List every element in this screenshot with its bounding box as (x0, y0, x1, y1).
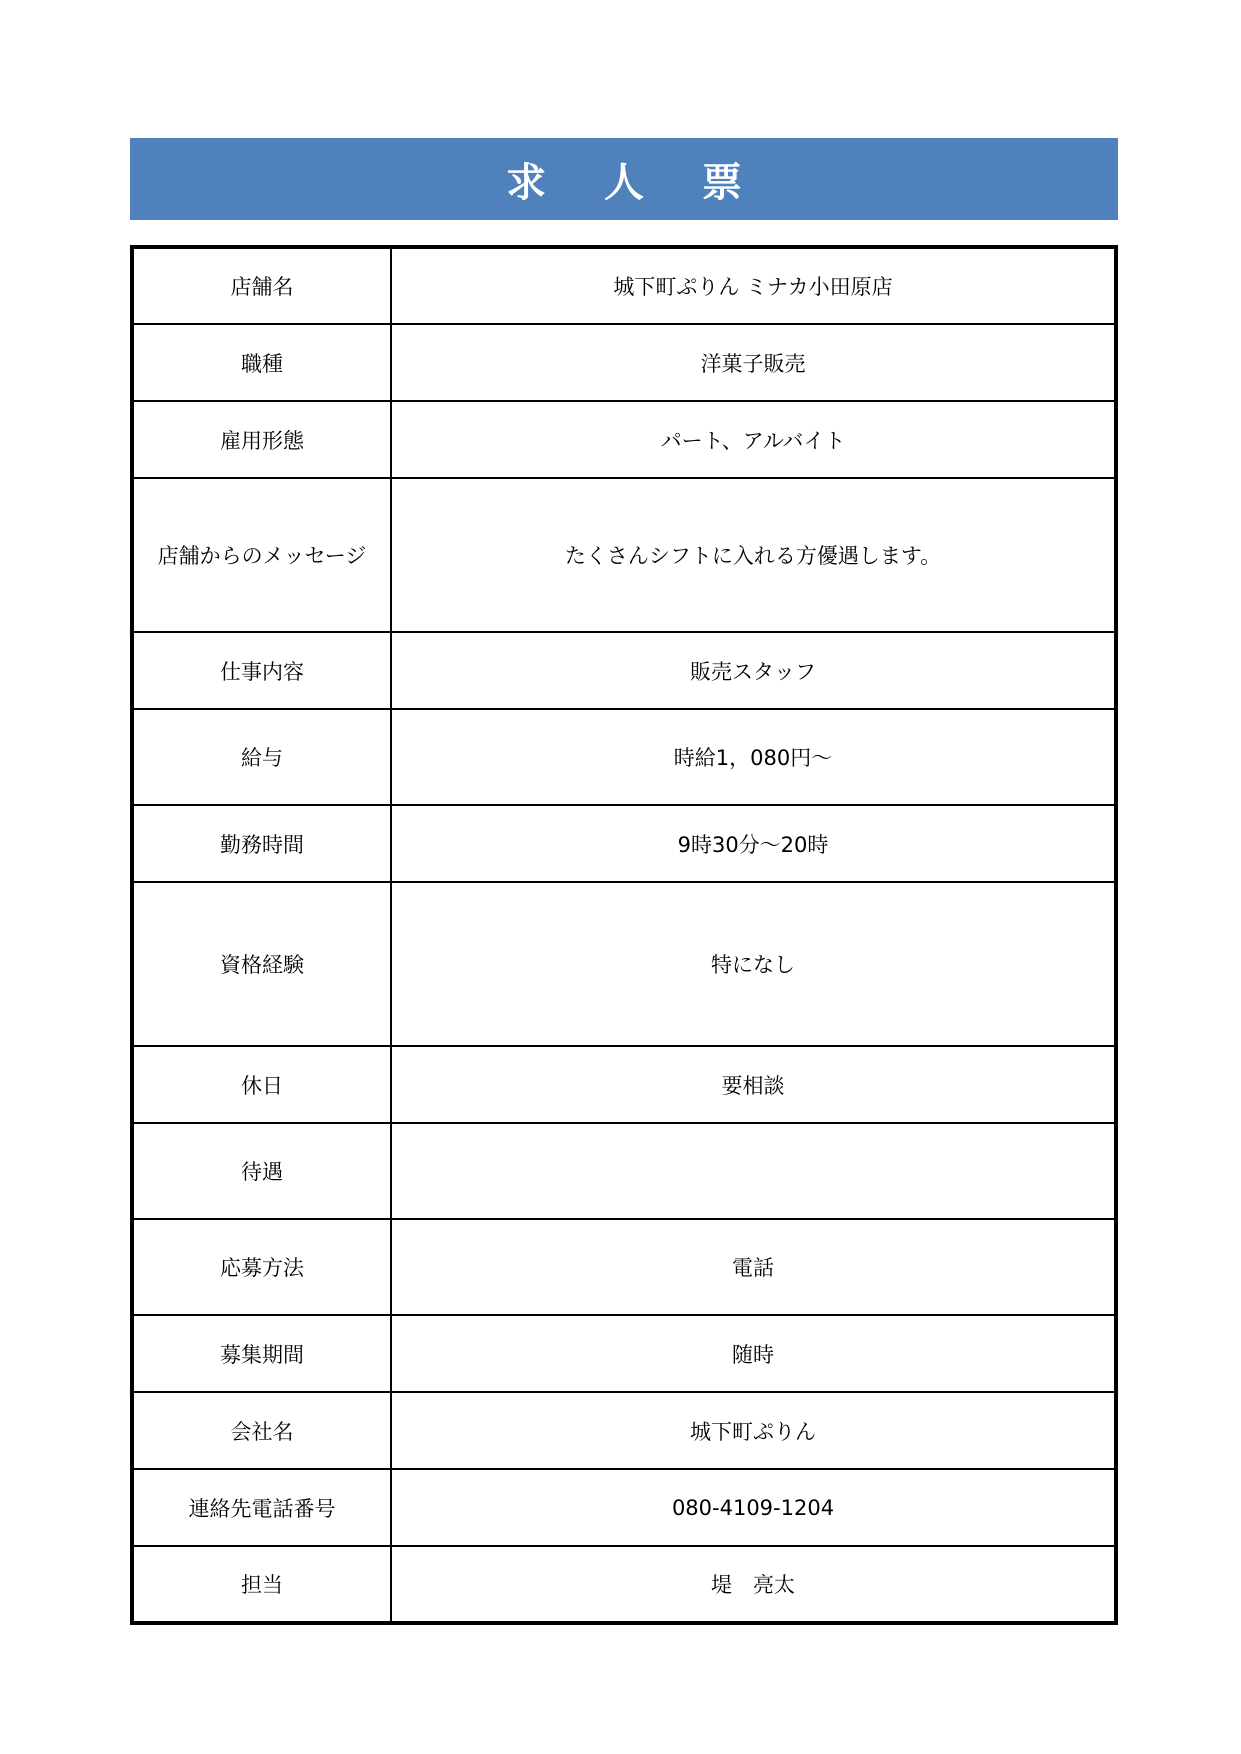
row-value-job-type: 洋菓子販売 (391, 324, 1116, 401)
table-row (132, 247, 1116, 324)
table-row (132, 709, 1116, 805)
row-label-application-method: 応募方法 (132, 1219, 391, 1315)
table-row (132, 324, 1116, 401)
row-value-application-method: 電話 (391, 1219, 1116, 1315)
table-row (132, 1469, 1116, 1546)
table-row (132, 1546, 1116, 1623)
row-label-working-hours: 勤務時間 (132, 805, 391, 882)
table-row (132, 1046, 1116, 1123)
row-value-holidays: 要相談 (391, 1046, 1116, 1123)
row-value-job-description: 販売スタッフ (391, 632, 1116, 709)
table-row (132, 1219, 1116, 1315)
row-label-contact-phone: 連絡先電話番号 (132, 1469, 391, 1546)
table-row (132, 882, 1116, 1046)
row-value-company-name: 城下町ぷりん (391, 1392, 1116, 1469)
row-label-store-name: 店舗名 (132, 247, 391, 324)
table-row (132, 1315, 1116, 1392)
row-label-qualifications: 資格経験 (132, 882, 391, 1046)
row-value-store-name: 城下町ぷりん ミナカ小田原店 (391, 247, 1116, 324)
row-value-benefits (391, 1123, 1116, 1219)
title-banner (130, 138, 1118, 220)
table-row (132, 632, 1116, 709)
row-label-employment-type: 雇用形態 (132, 401, 391, 478)
row-value-qualifications: 特になし (391, 882, 1116, 1046)
row-label-benefits: 待遇 (132, 1123, 391, 1219)
row-label-recruitment-period: 募集期間 (132, 1315, 391, 1392)
row-value-store-message: たくさんシフトに入れる方優遇します。 (391, 478, 1116, 632)
row-label-salary: 給与 (132, 709, 391, 805)
table-row (132, 1123, 1116, 1219)
row-label-person-in-charge: 担当 (132, 1546, 391, 1623)
row-value-person-in-charge: 堤 亮太 (391, 1546, 1116, 1623)
table-row (132, 1392, 1116, 1469)
page-title: 求 人 票 (506, 159, 764, 206)
table-row (132, 478, 1116, 632)
job-posting-table (130, 245, 1118, 1625)
row-label-holidays: 休日 (132, 1046, 391, 1123)
row-label-company-name: 会社名 (132, 1392, 391, 1469)
row-value-contact-phone: 080-4109-1204 (391, 1469, 1116, 1546)
row-label-store-message: 店舗からのメッセージ (132, 478, 391, 632)
row-value-recruitment-period: 随時 (391, 1315, 1116, 1392)
table-row (132, 401, 1116, 478)
row-value-employment-type: パート、アルバイト (391, 401, 1116, 478)
row-label-job-description: 仕事内容 (132, 632, 391, 709)
table-row (132, 805, 1116, 882)
row-value-salary: 時給1，080円～ (391, 709, 1116, 805)
row-label-job-type: 職種 (132, 324, 391, 401)
row-value-working-hours: 9時30分～20時 (391, 805, 1116, 882)
